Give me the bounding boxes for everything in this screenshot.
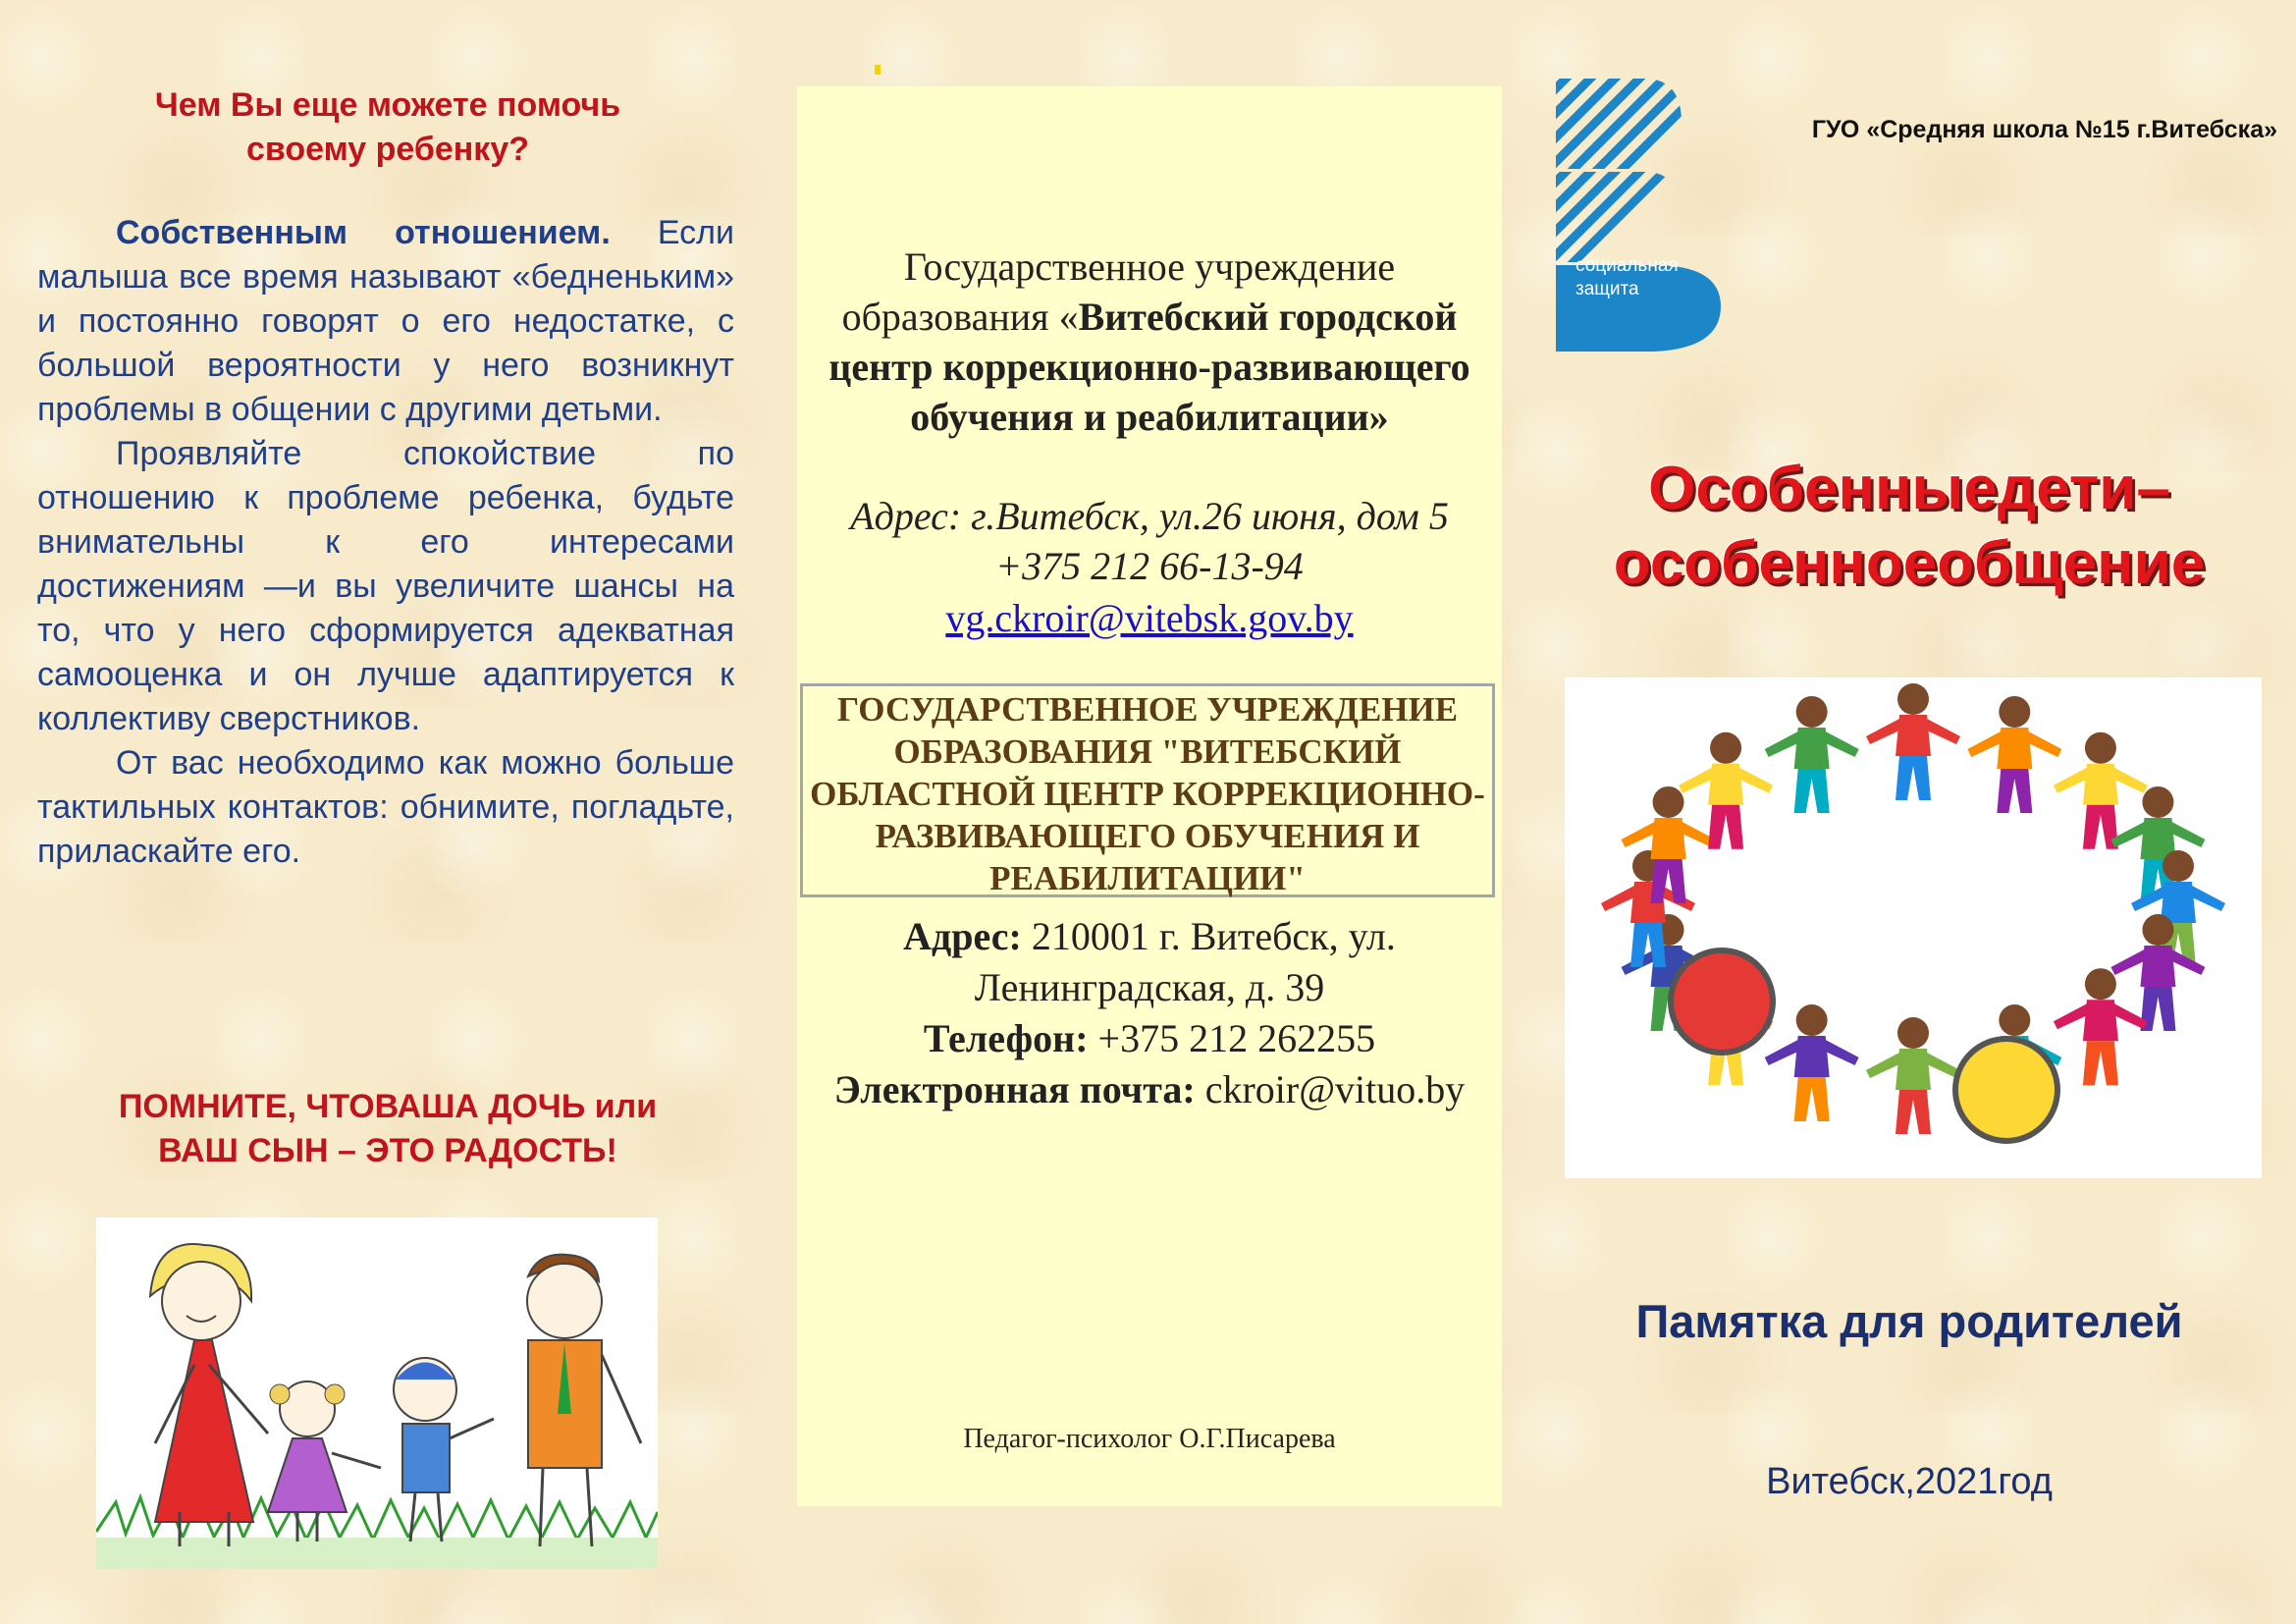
regional-center-box: ГОСУДАРСТВЕННОЕ УЧРЕЖДЕНИЕ ОБРАЗОВАНИЯ "ВИТЕБСКИЙ ОБЛАСТНОЙ ЦЕНТР КОРРЕКЦИОННО-РАЗВИВАЮЩЕГО ОБУЧЕНИЯ И РЕАБИЛИТАЦИИ" <box>800 683 1495 897</box>
regional-email-label: Электронная почта: <box>833 1067 1196 1111</box>
paper-child-figure <box>1866 1017 1960 1134</box>
regional-address-value: 210001 г. Витебск, ул. Ленинградская, д. 39 <box>974 914 1396 1009</box>
regional-address <box>797 911 1502 1013</box>
remember-note <box>39 1085 736 1173</box>
father-figure <box>527 1255 641 1546</box>
city-center-phone: +375 212 66-13-94 <box>995 544 1304 588</box>
regional-email <box>797 1064 1502 1115</box>
paper-child-figure <box>1967 696 2061 813</box>
paragraph-attitude <box>37 211 734 432</box>
logo-text-line1: социальная <box>1575 255 1679 276</box>
left-body-text <box>37 211 734 874</box>
decor-dot <box>875 65 881 75</box>
paper-child-figure <box>2054 968 2148 1085</box>
wheelchair-wheel <box>1671 950 1773 1053</box>
regional-email-value: ckroir@vituo.by <box>1204 1067 1466 1111</box>
title-line2: особенноеобщение <box>1613 529 2206 597</box>
left-heading <box>39 83 736 172</box>
paper-child-figure <box>1866 683 1960 800</box>
regional-phone-label: Телефон: <box>923 1016 1089 1060</box>
title-line1: Особенныедети– <box>1648 455 2170 522</box>
family-drawing <box>96 1218 658 1569</box>
logo-icon <box>1556 79 1723 353</box>
org-line1: Государственное учреждение <box>903 244 1396 289</box>
regional-phone <box>797 1013 1502 1064</box>
paragraph-tactile: От вас необходимо как можно больше тактильных контактов: обнимите, погладьте, приласкайте его. <box>37 744 734 870</box>
regional-phone-value: +375 212 262255 <box>1097 1016 1376 1060</box>
children-circle-image <box>1565 677 2262 1178</box>
brochure-title <box>1571 452 2248 601</box>
city-center-email-link[interactable]: vg.ckroir@vitebsk.gov.by <box>945 596 1354 640</box>
paragraph-calm: Проявляйте спокойствие по отношению к проблеме ребенка, будьте внимательны к его интересами достижениям —и вы увеличите шансы на то, что у него сформируется адекватная самооценка и он лучше адаптируется к коллективу сверстников. <box>37 435 734 737</box>
children-circle-svg <box>1565 677 2262 1178</box>
mother-figure <box>150 1244 268 1546</box>
social-protection-logo <box>1556 79 1723 353</box>
city-center-address: Адрес: г.Витебск, ул.26 июня, дом 5 <box>850 494 1449 538</box>
author-credit: Педагог-психолог О.Г.Писарева <box>963 1424 1336 1454</box>
brochure-subtitle: Памятка для родителей <box>1635 1295 2183 1347</box>
family-drawing-svg <box>96 1218 658 1569</box>
paper-child-figure <box>1765 1004 1859 1121</box>
org-line2-plain: образования « <box>841 295 1079 339</box>
city-center-contacts <box>797 491 1502 591</box>
regional-address-label: Адрес: <box>903 914 1022 958</box>
left-heading-line1: Чем Вы еще можете помочь <box>154 86 621 124</box>
left-heading-line2: своему ребенку? <box>245 131 530 168</box>
paragraph-attitude-bold: Собственным отношением. <box>116 214 611 251</box>
city-center-name <box>797 242 1502 442</box>
paper-child-figure <box>1765 696 1859 813</box>
paragraph-attitude-text: Если малыша все время называют «бедненьким» и постоянно говорят о его недостатке, с большой вероятности у него возникнут проблемы в общении с другими детьми. <box>37 214 734 428</box>
remember-line1: ПОМНИТЕ, ЧТОВАША ДОЧЬ или <box>118 1088 658 1125</box>
city-year: Витебск,2021год <box>1766 1461 2053 1502</box>
boy-figure <box>394 1358 494 1542</box>
regional-center-contacts <box>797 911 1502 1115</box>
org-name-bold: Витебский городской центр коррекционно-развивающего обучения и реабилитации» <box>828 295 1470 439</box>
wheelchair-wheel <box>1955 1039 2057 1141</box>
school-name: ГУО «Средняя школа №15 г.Витебска» <box>1811 116 2277 143</box>
logo-text-line2: защита <box>1575 279 1639 299</box>
remember-line2: ВАШ СЫН – ЭТО РАДОСТЬ! <box>158 1132 617 1169</box>
